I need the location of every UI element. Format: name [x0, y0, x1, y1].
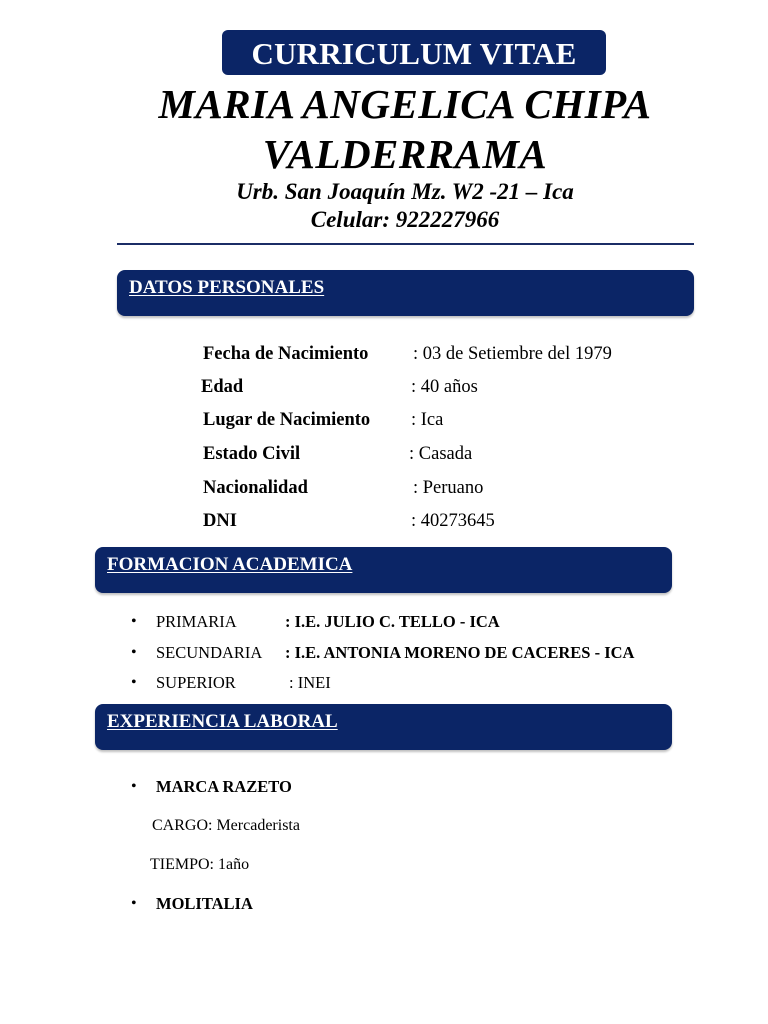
education-institution: : I.E. ANTONIA MORENO DE CACERES - ICA	[285, 643, 635, 662]
section-title-personal: DATOS PERSONALES	[129, 277, 325, 298]
full-name-line-1: MARIA ANGELICA CHIPA	[158, 81, 652, 127]
education-level: SECUNDARIA	[156, 643, 263, 662]
personal-label: Nacionalidad	[203, 478, 308, 498]
education-item-primary	[0, 610, 768, 634]
bullet-icon: •	[131, 613, 137, 630]
education-level: PRIMARIA	[156, 612, 237, 631]
personal-row-birthplace	[0, 407, 768, 433]
personal-value: : Ica	[411, 410, 444, 430]
full-name-line-2: VALDERRAMA	[262, 131, 548, 177]
personal-label: Lugar de Nacimiento	[203, 410, 371, 430]
personal-row-nationality	[0, 475, 768, 501]
bullet-icon: •	[131, 644, 137, 661]
phone: Celular: 922227966	[310, 207, 500, 232]
personal-row-age	[0, 374, 768, 400]
section-title-education: FORMACION ACADEMICA	[107, 554, 353, 575]
personal-label: Fecha de Nacimiento	[203, 344, 369, 364]
header-divider	[117, 243, 694, 245]
personal-value: : Peruano	[413, 478, 484, 498]
experience-cargo: CARGO: Mercaderista	[152, 817, 300, 834]
education-item-secondary	[0, 641, 768, 665]
personal-label: DNI	[203, 511, 237, 531]
personal-value: : 40 años	[411, 377, 478, 397]
section-title-experience: EXPERIENCIA LABORAL	[107, 711, 338, 732]
section-header-experience	[95, 704, 672, 750]
personal-row-dni	[0, 508, 768, 534]
experience-item-company	[0, 892, 768, 916]
address: Urb. San Joaquín Mz. W2 -21 – Ica	[236, 179, 574, 204]
section-header-education	[95, 547, 672, 593]
personal-label: Estado Civil	[203, 444, 301, 464]
bullet-icon: •	[131, 674, 137, 691]
cv-title-badge: CURRICULUM VITAE	[222, 30, 606, 75]
personal-value: : 03 de Setiembre del 1979	[413, 344, 612, 364]
experience-company: MOLITALIA	[156, 894, 253, 913]
experience-company: MARCA RAZETO	[156, 777, 292, 796]
personal-value: : Casada	[409, 444, 473, 464]
bullet-icon: •	[131, 895, 137, 912]
personal-label: Edad	[201, 377, 244, 397]
education-level: SUPERIOR	[156, 673, 236, 692]
education-item-superior	[0, 671, 768, 695]
education-institution: : I.E. JULIO C. TELLO - ICA	[285, 612, 500, 631]
experience-tiempo: TIEMPO: 1año	[150, 856, 250, 873]
personal-row-marital-status	[0, 441, 768, 467]
personal-value: : 40273645	[411, 511, 495, 531]
personal-row-birthdate	[0, 341, 768, 367]
experience-item-company	[0, 775, 768, 799]
bullet-icon: •	[131, 778, 137, 795]
education-institution: : INEI	[289, 673, 331, 692]
section-header-personal	[117, 270, 694, 316]
